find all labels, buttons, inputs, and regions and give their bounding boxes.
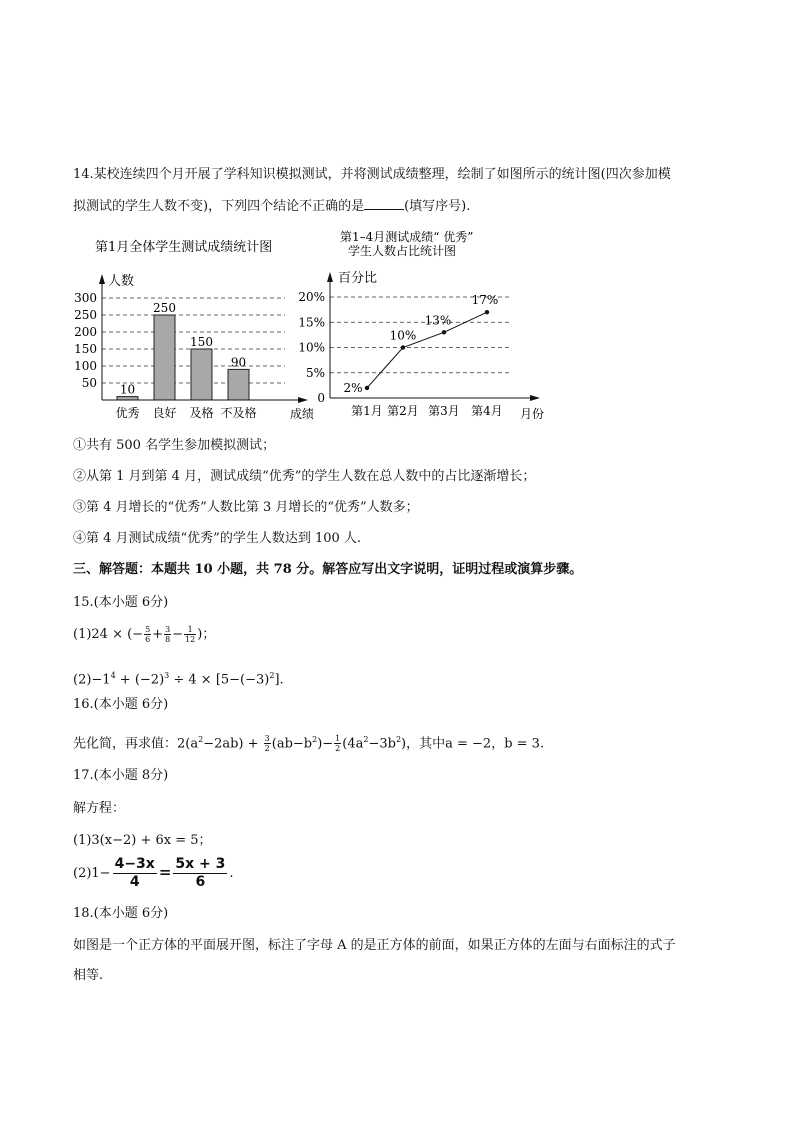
line-point-label: 2% (343, 380, 363, 395)
q14-line1: 14.某校连续四个月开展了学科知识模拟测试，并将测试成绩整理，绘制了如图所示的统计图(四次参加模 (73, 167, 671, 182)
fraction: $\frac{3}{8}$ (165, 625, 171, 644)
bar-chart (74, 239, 314, 421)
fraction: $\frac{1}{2}$ (335, 734, 341, 754)
bar-value-label: 90 (230, 355, 247, 370)
bar (191, 349, 212, 400)
bar-y-tick-label: 200 (74, 325, 97, 339)
fraction: $\frac{3}{2}$ (264, 734, 270, 754)
line-point (401, 345, 405, 349)
q18-line2: 相等. (73, 968, 104, 983)
statistics-charts (0, 224, 794, 424)
bar-chart-title: 第1月全体学生测试成绩统计图 (95, 240, 273, 255)
line-y-tick-label: 10% (298, 340, 325, 355)
bar-y-tick-label: 250 (74, 308, 97, 322)
line-chart-xlabel: 月份 (520, 407, 545, 421)
line-y-tick-label: 5% (305, 365, 325, 380)
q15-part1: (1)24 × (− $\frac{5}{6}$ + $\frac{3}{8}$ − $\frac{1}{12}$ )； (73, 625, 216, 644)
q15-heading: 15.(本小题 6分) (73, 595, 169, 610)
bar (117, 397, 138, 400)
line-point (442, 330, 446, 334)
line-y-tick-label: 0 (317, 391, 325, 405)
option-4: ④第 4 月测试成绩“优秀”的学生人数达到 100 人. (73, 531, 362, 546)
q15-part2: $(2)-1^4 + (-2)^3 \div 4 \times [5-(-3)^2]$. (73, 671, 284, 688)
fraction: $\frac{5x + 3}{6}$ (175, 856, 226, 890)
option-3: ③第 4 月增长的“优秀”人数比第 3 月增长的“优秀”人数多； (73, 500, 419, 515)
bar-chart-ylabel: 人数 (108, 274, 135, 289)
bar-category-label: 不及格 (220, 406, 257, 420)
q16-body: 先化简，再求值：$2(a^2-2ab)$ + $\frac{3}{2}$ $(ab-b^2)-$ $\frac{1}{2}$ $(4a^2-3b^2)$，其中a = −2，b = 3. (73, 734, 545, 754)
line-point (365, 386, 369, 390)
line-category-label: 第1月 (351, 404, 383, 418)
line-category-label: 第3月 (428, 404, 460, 418)
fraction: $\frac{4-3x}{4}$ (114, 856, 155, 890)
bar-category-label: 良好 (152, 406, 177, 420)
q18-heading: 18.(本小题 6分) (73, 906, 169, 921)
bar (228, 369, 249, 400)
q14-line2: 拟测试的学生人数不变)，下列四个结论不正确的是 (填写序号). (73, 199, 471, 214)
option-1: ①共有 500 名学生参加模拟测试； (73, 438, 276, 453)
line-chart-title-2: 学生人数占比统计图 (348, 244, 457, 258)
q17-part2: (2)1− $\frac{4-3x}{4}$ = $\frac{5x + 3}{6}$ . (73, 856, 234, 890)
q17-intro: 解方程： (73, 801, 126, 816)
q17-heading: 17.(本小题 8分) (73, 768, 169, 783)
q18-line1: 如图是一个正方体的平面展开图，标注了字母 A 的是正方体的前面，如果正方体的左面与右面标注的式子 (73, 938, 676, 953)
bar-value-label: 250 (153, 301, 176, 315)
section-heading: 三、解答题：本题共 10 小题，共 78 分。解答应写出文字说明，证明过程或演算步骤。 (73, 562, 583, 577)
line-point (485, 310, 489, 314)
line-chart (298, 229, 544, 421)
fraction: $\frac{5}{6}$ (145, 625, 151, 644)
line-category-label: 第2月 (387, 404, 419, 418)
option-2: ②从第 1 月到第 4 月，测试成绩“优秀”的学生人数在总人数中的占比逐渐增长； (73, 469, 536, 484)
line-point-label: 17% (471, 293, 499, 308)
line-point-label: 13% (424, 313, 452, 328)
bar-y-tick-label: 100 (74, 359, 97, 373)
q17-part1: (1)3(x−2) + 6x = 5； (73, 833, 212, 848)
q16-heading: 16.(本小题 6分) (73, 697, 169, 712)
line-category-label: 第4月 (471, 404, 503, 418)
line-chart-ylabel: 百分比 (338, 271, 378, 286)
fraction: $\frac{1}{12}$ (185, 625, 196, 644)
bar-value-label: 150 (190, 335, 213, 349)
bar-y-tick-label: 150 (74, 342, 97, 356)
bar (154, 315, 175, 400)
bar-category-label: 优秀 (115, 406, 140, 420)
bar-value-label: 10 (119, 382, 136, 397)
line-y-tick-label: 15% (298, 315, 325, 330)
answer-blank[interactable] (364, 197, 404, 210)
line-chart-title-1: 第1–4月测试成绩“ 优秀” (340, 230, 474, 244)
line-point-label: 10% (389, 328, 417, 343)
bar-y-tick-label: 50 (81, 376, 97, 390)
bar-category-label: 及格 (189, 406, 214, 420)
bar-chart-xlabel: 成绩 (290, 407, 315, 421)
bar-y-tick-label: 300 (74, 291, 97, 305)
line-y-tick-label: 20% (298, 290, 325, 304)
